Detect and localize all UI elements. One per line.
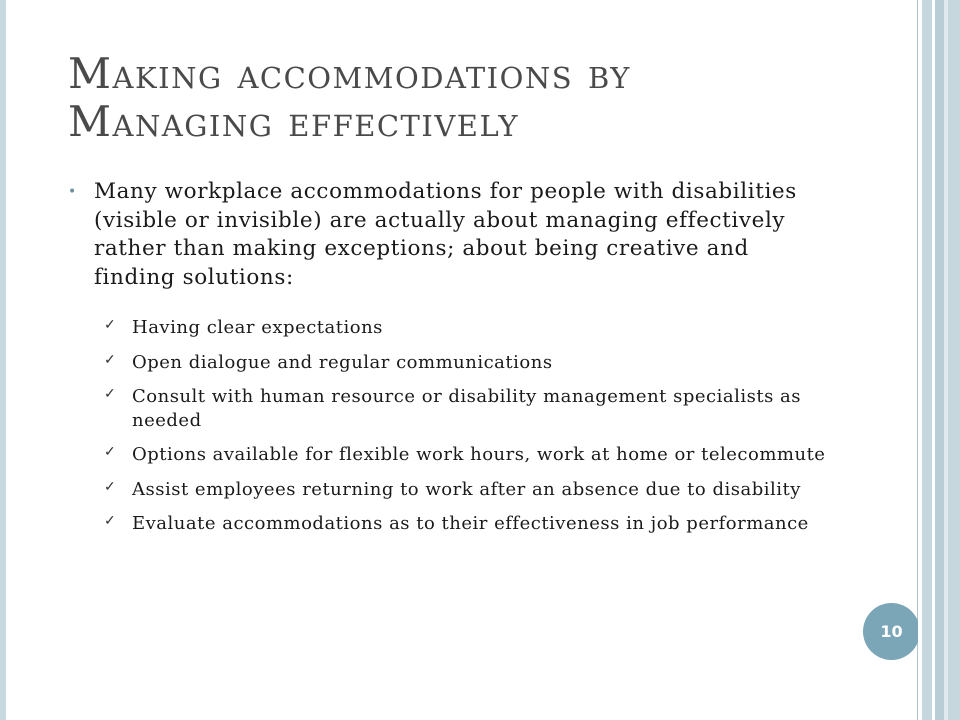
checkmark-icon: ✓ <box>104 386 116 402</box>
main-bullet <box>68 178 828 292</box>
main-bullet-text: Many workplace accommodations for people with disabilities (visible or invisible) are actually about managing effectively rather than making exceptions; about being creative and finding solutions: <box>94 179 797 290</box>
checkmark-icon: ✓ <box>104 317 116 333</box>
slide-title <box>68 50 888 146</box>
page-number: 10 <box>880 622 903 641</box>
page-number-badge <box>863 603 920 660</box>
list-item-text: Options available for flexible work hours, work at home or telecommute <box>132 444 826 465</box>
title-line-2: Managing effectively <box>68 97 520 146</box>
list-item-text: Assist employees returning to work after an absence due to disability <box>132 478 801 500</box>
list-item <box>104 385 844 432</box>
list-item-text: Open dialogue and regular communications <box>132 351 553 373</box>
decorative-side-stripes <box>918 0 960 720</box>
checkmark-icon: ✓ <box>104 444 116 460</box>
list-item-text: Consult with human resource or disability management specialists as needed <box>132 386 802 431</box>
list-item <box>104 443 844 467</box>
list-item-text: Having clear expectations <box>132 317 383 338</box>
checkmark-icon: ✓ <box>104 478 116 495</box>
title-line-1: Making accommodations by <box>68 49 631 98</box>
bullet-dot-icon: • <box>68 184 77 200</box>
list-item <box>104 512 844 536</box>
list-item <box>104 351 844 375</box>
list-item-text: Evaluate accommodations as to their effectiveness in job performance <box>132 513 809 534</box>
sub-bullet-list <box>104 316 844 547</box>
list-item <box>104 478 844 502</box>
checkmark-icon: ✓ <box>104 351 116 368</box>
list-item <box>104 316 844 340</box>
checkmark-icon: ✓ <box>104 513 116 529</box>
